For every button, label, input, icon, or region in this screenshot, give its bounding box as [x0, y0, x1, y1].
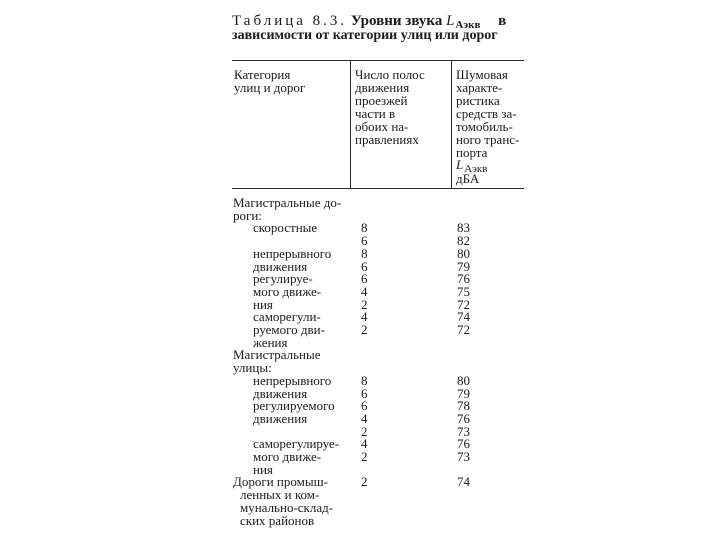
noise-level-cell: 72	[457, 297, 470, 312]
noise-level-cell: 79	[457, 259, 470, 274]
category-cell: непрерывного	[253, 373, 332, 388]
category-cell: непрерывного	[253, 246, 332, 261]
lanes-cell: 6	[361, 233, 368, 248]
level-symbol-subscript: Аэкв	[455, 19, 481, 31]
category-cell: регулируемого	[253, 398, 335, 413]
lanes-cell: 4	[361, 411, 368, 426]
noise-level-cell: 76	[457, 411, 470, 426]
header-bottom-rule	[232, 188, 524, 189]
noise-level-cell: 74	[457, 474, 470, 489]
header-lanes-line-2: движения	[355, 80, 410, 95]
header-lanes-line-4: части в	[355, 106, 396, 121]
category-cell: роги:	[233, 208, 262, 223]
lanes-cell: 8	[361, 373, 368, 388]
level-symbol: L	[446, 13, 455, 29]
category-cell: мого движе-	[253, 284, 322, 299]
noise-level-cell: 73	[457, 449, 470, 464]
category-cell: Дороги промыш-	[233, 474, 328, 489]
header-category-line-1: Категория	[234, 67, 291, 82]
table-top-rule	[232, 60, 524, 61]
category-cell: движения	[253, 411, 308, 426]
noise-level-cell: 82	[457, 233, 470, 248]
category-cell: регулируе-	[253, 271, 313, 286]
noise-level-cell: 80	[457, 373, 470, 388]
noise-level-cell: 73	[457, 424, 470, 439]
header-lanes-line-5: обоих на-	[355, 119, 409, 134]
noise-level-cell: 74	[457, 309, 470, 324]
header-level-symbol: L	[456, 157, 464, 172]
lanes-cell: 2	[361, 474, 368, 489]
category-cell: движения	[253, 259, 308, 274]
lanes-cell: 4	[361, 309, 368, 324]
category-cell: ленных и ком-	[240, 487, 320, 502]
noise-level-cell: 78	[457, 398, 470, 413]
column-divider-1	[350, 60, 351, 189]
header-lanes-line-1: Число полос	[355, 67, 425, 82]
lanes-cell: 6	[361, 259, 368, 274]
noise-level-cell: 75	[457, 284, 470, 299]
category-cell: ния	[253, 297, 273, 312]
header-noise-line-7: порта	[456, 145, 488, 160]
header-noise-line-5: томобиль-	[456, 119, 513, 134]
lanes-cell: 6	[361, 386, 368, 401]
table-number: Таблица 8.3.	[232, 13, 348, 29]
header-noise-line-3: ристика	[456, 93, 500, 108]
lanes-cell: 2	[361, 449, 368, 464]
noise-level-cell: 79	[457, 386, 470, 401]
table-title: Уровни звука	[350, 13, 443, 29]
lanes-cell: 2	[361, 424, 368, 439]
column-divider-2	[451, 60, 452, 189]
header-noise-line-4: средств за-	[456, 106, 517, 121]
category-cell: саморегулируе-	[253, 436, 340, 451]
header-noise-line-6: ного транс-	[456, 132, 520, 147]
header-noise-line-1: Шумовая	[456, 67, 508, 82]
table-subtitle: зависимости от категории улиц или дорог	[232, 28, 498, 43]
lanes-cell: 2	[361, 297, 368, 312]
category-cell: движения	[253, 386, 308, 401]
noise-level-cell: 76	[457, 271, 470, 286]
header-level-symbol-subscript: Аэкв	[464, 163, 488, 175]
header-lanes-line-6: правлениях	[355, 132, 419, 147]
category-cell: мого движе-	[253, 449, 322, 464]
category-cell: улицы:	[233, 360, 272, 375]
lanes-cell: 6	[361, 271, 368, 286]
header-noise-unit: дБА	[456, 171, 480, 186]
lanes-cell: 8	[361, 246, 368, 261]
category-cell: Магистральные до-	[233, 195, 342, 210]
lanes-cell: 8	[361, 220, 368, 235]
category-cell: жения	[253, 335, 288, 350]
noise-level-cell: 83	[457, 220, 470, 235]
lanes-cell: 4	[361, 284, 368, 299]
header-lanes-line-3: проезжей	[355, 93, 408, 108]
category-cell: саморегули-	[253, 309, 321, 324]
table-title-suffix: в	[498, 13, 507, 29]
lanes-cell: 6	[361, 398, 368, 413]
category-cell: скоростные	[253, 220, 318, 235]
noise-level-cell: 80	[457, 246, 470, 261]
category-cell: руемого дви-	[253, 322, 325, 337]
lanes-cell: 2	[361, 322, 368, 337]
category-cell: ния	[253, 462, 273, 477]
header-noise-line-2: характе-	[456, 80, 503, 95]
noise-level-cell: 72	[457, 322, 470, 337]
header-category-line-2: улиц и дорог	[234, 80, 306, 95]
category-cell: Магистральные	[233, 347, 321, 362]
category-cell: мунально-склад-	[240, 500, 334, 515]
category-cell: ских районов	[240, 513, 315, 528]
lanes-cell: 4	[361, 436, 368, 451]
noise-level-cell: 76	[457, 436, 470, 451]
